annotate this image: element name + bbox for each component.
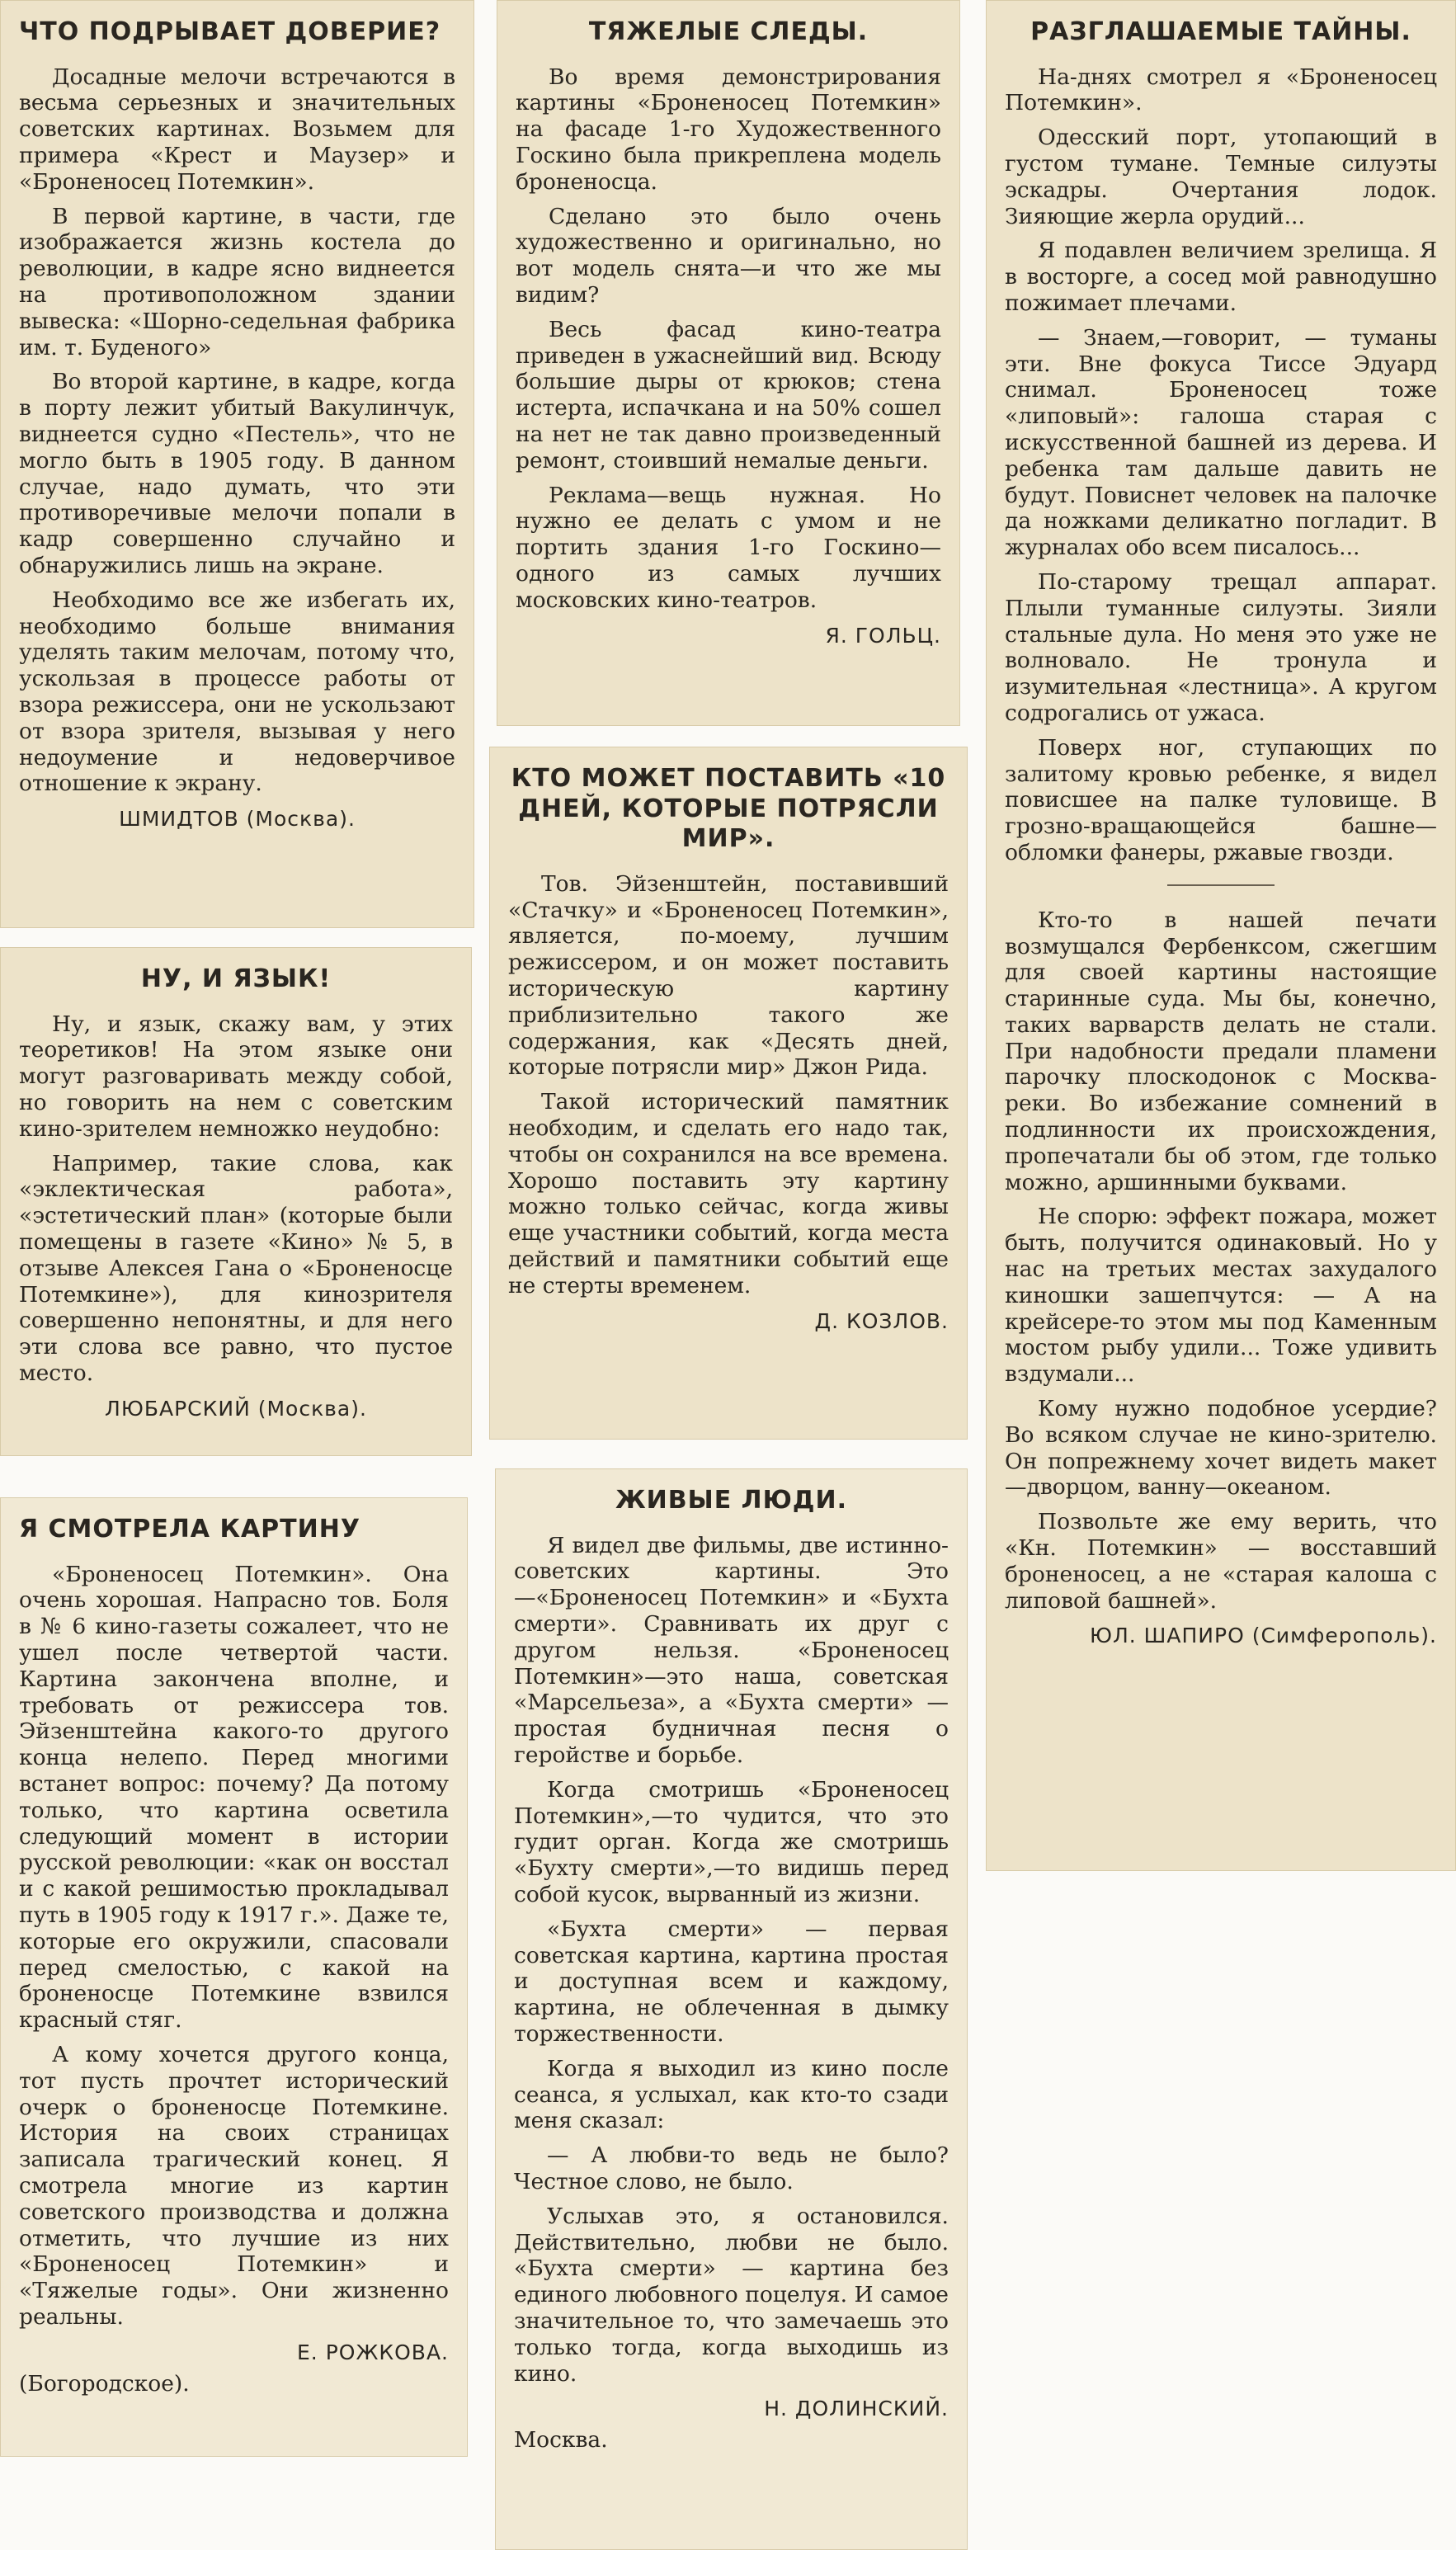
article-title: НУ, И ЯЗЫК! (140, 964, 332, 993)
article-heavy-traces (497, 0, 960, 726)
article-title: ТЯЖЕЛЫЕ СЛЕДЫ. (588, 17, 869, 46)
article-paragraph: Я видел две фильмы, две истинно-советских картины. Это —«Броненосец Потемкин» и «Бухта смерти». Сравнивать их друг с другом нельзя. «Броненосец Потемкин»—это наша, советская «Марсельеза», а «Бухта смерти» — простая будничная песня о геройстве и борьбе. (514, 1532, 949, 1768)
article-paragraph: «Бухта смерти» — первая советская картина, картина простая и доступная всем и каждому, картина, не облеченная в дымку торжественности. (514, 1916, 949, 2047)
article-paragraph: По-старому трещал аппарат. Плыли туманные силуэты. Зияли стальные дула. Но меня это уже не волновало. Не тронула и изумительная «лестница». А кругом содрогались от ужаса. (1005, 568, 1437, 726)
article-title: РАЗГЛАШАЕМЫЕ ТАЙНЫ. (1030, 17, 1411, 46)
article-paragraph: Во время демонстрирования картины «Броненосец Потемкин» на фасаде 1-го Художественного Госкино была прикреплена модель броненосца. (516, 64, 941, 195)
article-paragraph: На-днях смотрел я «Броненосец Потемкин». (1005, 64, 1437, 116)
article-who-can-stage (489, 747, 968, 1440)
article-title: ЖИВЫЕ ЛЮДИ. (615, 1486, 848, 1515)
article-paragraph: Досадные мелочи встречаются в весьма серьезных и значительных советских картинах. Возьмем для примера «Крест и Маузер» и «Броненосец Потемкин». (19, 64, 455, 195)
article-paragraph: Я подавлен величием зрелища. Я в восторге, а сосед мой равнодушно пожимает плечами. (1005, 238, 1437, 316)
article-what-undermines-trust (0, 0, 474, 928)
article-paragraph: Одесский порт, утопающий в густом тумане. Темные силуэты эскадры. Очертания лодок. Зияющие жерла орудий... (1005, 125, 1437, 229)
article-title: Я СМОТРЕЛА КАРТИНУ (19, 1515, 360, 1544)
article-paragraph: Когда смотришь «Броненосец Потемкин»,—то чудится, что это гудит орган. Когда же смотришь «Бухту смерти»,—то видишь перед собой кусок, вырванный из жизни. (514, 1776, 949, 1907)
article-signature: Я. ГОЛЬЦ. (825, 623, 941, 648)
article-paragraph: Необходимо все же избегать их, необходимо больше внимания уделять таким мелочам, потому что, ускользая в процессе работы от взора режиссера, они не ускользают от взора зрителя, вызывая у него недоумение и недоверчивое отношение к экрану. (19, 587, 455, 797)
article-paragraph: Реклама—вещь нужная. Но нужно ее делать с умом и не портить здания 1-го Госкино—одного из самых лучших московских кино-театров. (516, 482, 941, 613)
article-title: КТО МОЖЕТ ПОСТАВИТЬ «10 ДНЕЙ, КОТОРЫЕ ПОТРЯСЛИ МИР». (511, 764, 946, 854)
article-signature: Д. КОЗЛОВ. (814, 1308, 949, 1333)
article-well-language (0, 947, 472, 1456)
article-paragraph: В первой картине, в части, где изображается жизнь костела до революции, в кадре ясно виднеется на противоположном здании вывеска: «Шорно-седельная фабрика им. т. Буденого» (19, 203, 455, 361)
article-signature: ЮЛ. ШАПИРО (Симферополь). (1089, 1624, 1437, 1648)
article-paragraph: Сделано это было очень художественно и оригинально, но вот модель снята—и что же мы видим? (516, 203, 941, 308)
article-paragraph: Ну, и язык, скажу вам, у этих теоретиков! На этом языке они могут разговаривать между собой, но говорить на нем с советским кино-зрителем немножко неудобно: (19, 1011, 453, 1142)
article-paragraph: А кому хочется другого конца, тот пусть прочтет исторический очерк о броненосце Потемкине. История на своих страницах записала трагический конец. Я смотрела многие из картин советского производства и должна отметить, что лучшие из них «Броненосец Потемкин» и «Тяжелые годы». Они жизненно реальны. (19, 2041, 449, 2330)
article-revealed-secrets (986, 0, 1456, 1871)
article-paragraph: Не спорю: эффект пожара, может быть, получится одинаковый. Но у нас на третьих местах захудалого киношки зашепчутся: — А на крейсере-то этом мы под Каменным мостом рыбу удили... Тоже удивить вздумали... (1005, 1204, 1437, 1388)
article-paragraph: Весь фасад кино-театра приведен в ужаснейший вид. Всюду большие дыры от крюков; стена истерта, испачкана и на 50% сошел на нет не так давно произведенный ремонт, стоивший немалые деньги. (516, 316, 941, 474)
article-paragraph: Во второй картине, в кадре, когда в порту лежит убитый Вакулинчук, виднеется судно «Пестель», что не могло быть в 1905 году. В данном случае, надо думать, что эти противоречивые мелочи попали в кадр совершенно случайно и обнаружились лишь на экране. (19, 369, 455, 578)
article-signature: ЛЮБАРСКИЙ (Москва). (105, 1396, 367, 1421)
article-title: ЧТО ПОДРЫВАЕТ ДОВЕРИЕ? (19, 17, 441, 46)
article-signature: Е. РОЖКОВА. (297, 2340, 449, 2364)
article-paragraph: «Броненосец Потемкин». Она очень хорошая. Напрасно тов. Боля в № 6 кино-газеты сожалеет, что не ушел после четвертой части. Картина закончена вполне, и требовать от режиссера тов. Эйзенштейна какого-то другого конца нелепо. Перед многими встанет вопрос: почему? Да потому только, что картина осветила следующий момент в истории русской революции: «как он восстал и с какой решимостью прокладывал путь в 1905 году к 1917 г.». Даже те, которые его окружили, спасовали перед смелостью, с какой на броненосце Потемкине взвился красный стяг. (19, 1561, 449, 2034)
article-signature: Н. ДОЛИНСКИЙ. (764, 2397, 949, 2421)
article-paragraph: Поверх ног, ступающих по залитому кровью ребенке, я видел повисшее на палке туловище. В грозно-вращающейся башне—обломки фанеры, ржавые гвозди. (1005, 734, 1437, 865)
article-paragraph: Позвольте же ему верить, что «Кн. Потемкин» — восставший броненосец, а не «старая калоша с липовой башней». (1005, 1509, 1437, 1614)
article-paragraph: — А любви-то ведь не было? Честное слово, не было. (514, 2142, 949, 2194)
article-paragraph: Например, такие слова, как «эклектическая работа», «эстетический план» (которые были помещены в газете «Кино» № 5, в отзыве Алексея Гана о «Броненосце Потемкине»), для кинозрителя совершенно непонятны, и для него эти слова все равно, что пустое место. (19, 1150, 453, 1386)
article-paragraph: Кто-то в нашей печати возмущался Фербенксом, сжегшим для своей картины настоящие старинные суда. Мы бы, конечно, таких варварств делать не стали. При надобности предали пламени парочку плоскодонок с Москва-реки. Во избежание сомнений в подлинности их происхождения, пропечатали бы об этом, где только можно, аршинными буквами. (1005, 907, 1437, 1195)
article-place: (Богородское). (19, 2370, 190, 2397)
article-place: Москва. (514, 2427, 608, 2453)
article-paragraph: — Знаем,—говорит, — туманы эти. Вне фокуса Тиссе Эдуард снимал. Броненосец тоже «липовый»: галоша старая с искусственной башней из дерева. И ребенка там дальше давить не будут. Повиснет человек на палочке да ножками деликатно погладит. В журналах обо всем писалось... (1005, 324, 1437, 561)
section-divider (1167, 884, 1275, 886)
article-signature: ШМИДТОВ (Москва). (119, 807, 356, 832)
article-paragraph: Услыхав это, я остановился. Действительно, любви не было. «Бухта смерти» — картина без единого любовного поцелуя. И самое значительное то, что замечаешь это только тогда, когда выходишь из кино. (514, 2203, 949, 2387)
article-paragraph: Кому нужно подобное усердие? Во всяком случае не кино-зрителю. Он попрежнему хочет видеть макет—дворцом, ванну—океаном. (1005, 1396, 1437, 1501)
article-living-people (495, 1468, 968, 2550)
article-paragraph: Такой исторический памятник необходим, и сделать его надо так, чтобы он сохранился на все времена. Хорошо поставить эту картину можно только сейчас, когда живы еще участники событий, когда места действий и памятники событий еще не стерты временем. (508, 1089, 949, 1299)
article-paragraph: Тов. Эйзенштейн, поставивший «Стачку» и «Броненосец Потемкин», является, по-моему, лучшим режиссером, и он может поставить историческую картину приблизительно такого же содержания, как «Десять дней, которые потрясли мир» Джон Рида. (508, 870, 949, 1081)
article-i-watched-the-film (0, 1497, 468, 2457)
article-paragraph: Когда я выходил из кино после сеанса, я услыхал, как кто-то сзади меня сказал: (514, 2055, 949, 2134)
